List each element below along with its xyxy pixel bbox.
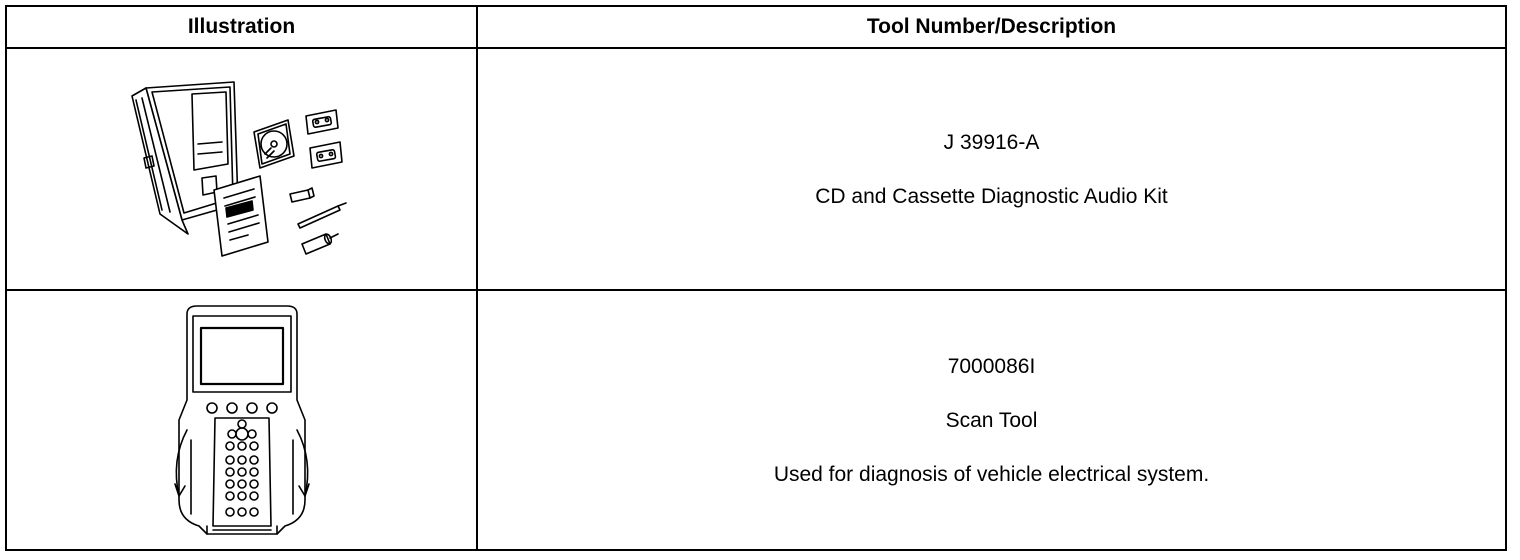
header-tool-number-description: Tool Number/Description [477, 6, 1506, 48]
spacer [478, 377, 1505, 410]
scan-tool-illustration-icon [167, 300, 317, 540]
header-illustration: Illustration [6, 6, 477, 48]
spacer [478, 431, 1505, 464]
tool-description: CD and Cassette Diagnostic Audio Kit [815, 184, 1168, 208]
tool-table [5, 5, 1507, 551]
tool-number: J 39916-A [943, 130, 1040, 154]
tool-description: Scan Tool [945, 408, 1038, 432]
tool-note: Used for diagnosis of vehicle electrical system. [773, 462, 1210, 486]
tool-number: 7000086I [947, 354, 1036, 378]
audio-kit-illustration-icon [122, 74, 362, 264]
spacer [478, 153, 1505, 186]
illustration-cell [6, 48, 477, 290]
description-cell [477, 48, 1506, 290]
description-cell [477, 290, 1506, 550]
table-row [6, 290, 1506, 550]
table-row [6, 48, 1506, 290]
table-header-row [6, 6, 1506, 48]
illustration-cell [6, 290, 477, 550]
